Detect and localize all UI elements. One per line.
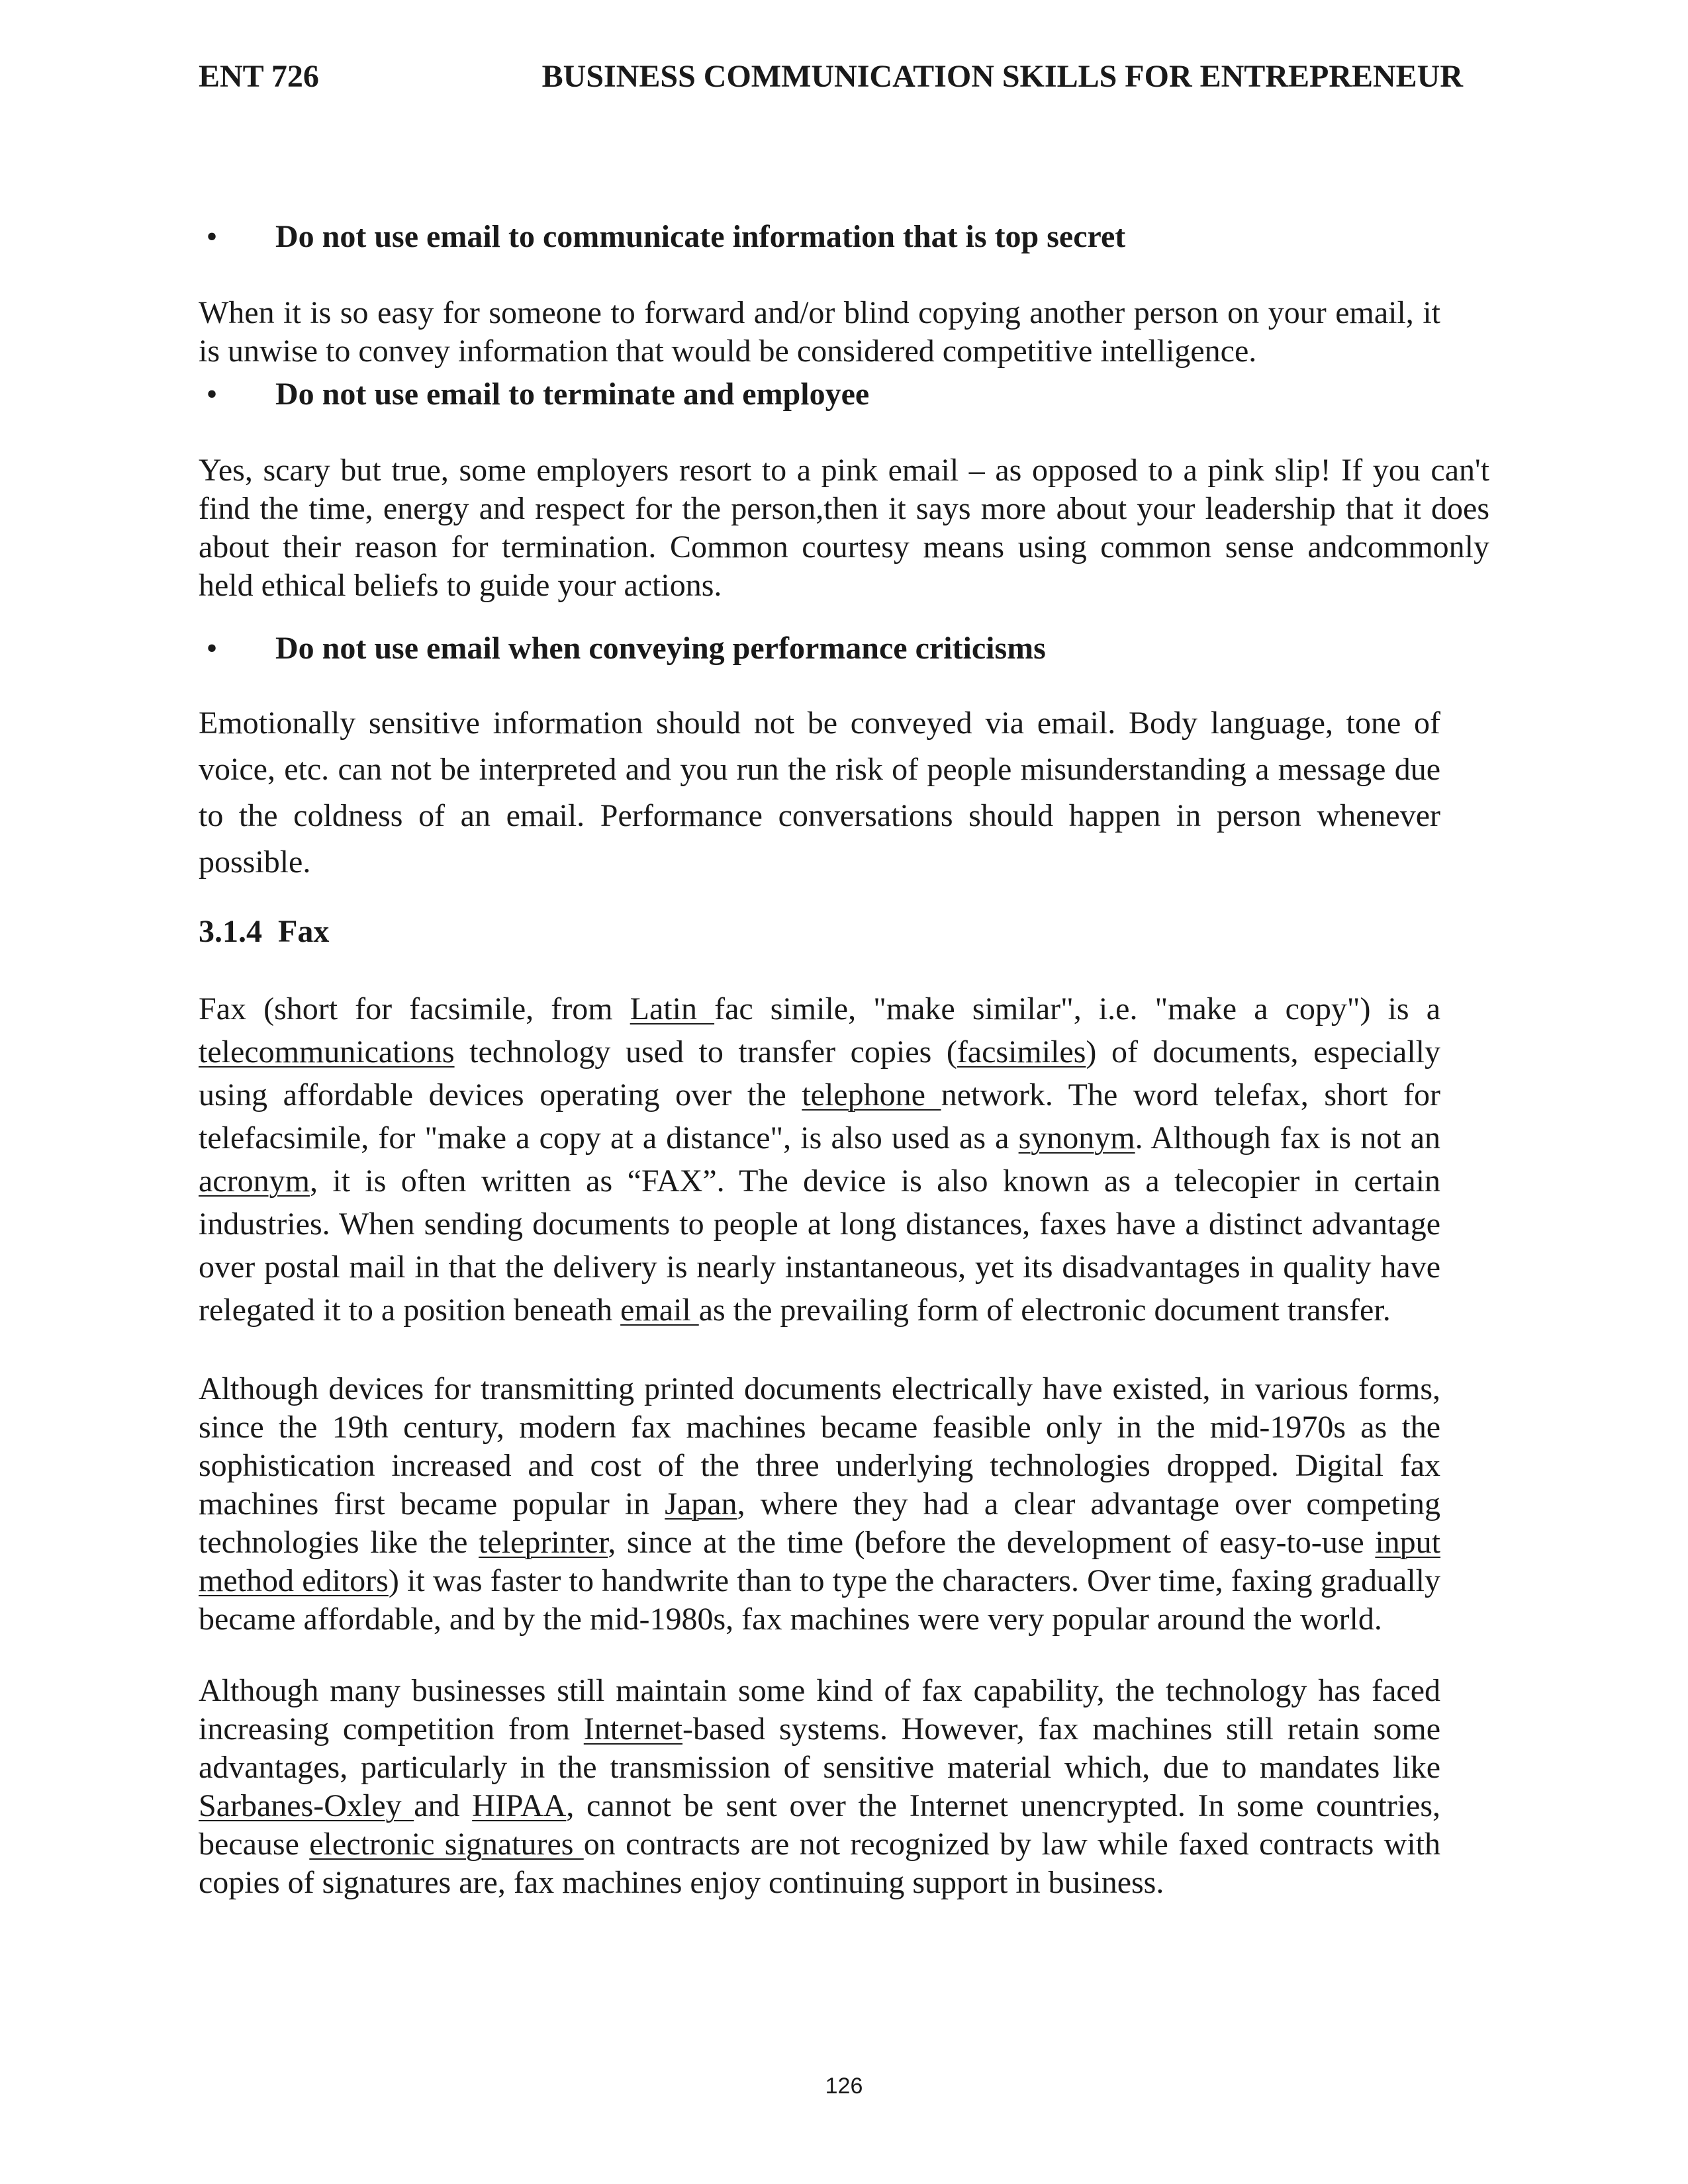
link-email[interactable]: email [620, 1293, 699, 1328]
bullet-text: Do not use email to communicate information that is top secret [275, 219, 1126, 254]
link-teleprinter[interactable]: teleprinter [479, 1525, 608, 1560]
text-run: as the prevailing form of electronic document transfer. [698, 1293, 1391, 1328]
text-run: -based systems. However, fax machines still retain some advantages, particularly in the transmission of sensitive material which, due to mandates like [199, 1711, 1441, 1785]
bullet-point: • [206, 377, 218, 412]
link-hipaa[interactable]: HIPAA [472, 1788, 567, 1823]
bullet-terminate [199, 375, 1440, 414]
text-run: network. The word telefax, short for telefacsimile, for "make a copy at a distance", is also used as a [199, 1077, 1440, 1156]
text-run: and [414, 1788, 473, 1823]
section-title: Fax [278, 914, 330, 949]
bullet-performance [199, 629, 1440, 668]
text-run: . Although fax is not an [1135, 1120, 1440, 1156]
link-synonym[interactable]: synonym [1018, 1120, 1135, 1156]
link-electronic-signatures[interactable]: electronic signatures [309, 1827, 584, 1862]
paragraph-emotional: Emotionally sensitive information should not be conveyed via email. Body language, tone of voice, etc. can not be interpreted and you run the risk of people misunderstanding a message due to the coldness of an email. Performance conversations should happen in person whenever possible. [199, 705, 1440, 880]
text-run: Although devices for transmitting printed documents electrically have existed, in various forms, since the 19th century, modern fax machines became feasible only in the mid-1970s as the sophistication increased and cost of the three underlying technologies dropped. Digital fax machines first became popular in [199, 1371, 1440, 1522]
paragraph-forwarding: When it is so easy for someone to forward and/or blind copying another person on your email, it is unwise to convey information that would be considered competitive intelligence. [199, 295, 1440, 369]
text-run: , it is often written as “FAX”. The device is also known as a telecopier in certain industries. When sending documents to people at long distances, faxes have a distinct advantage over postal mail in that the delivery is nearly instantaneous, yet its disadvantages in quality have relegated it to a position beneath [199, 1163, 1440, 1328]
link-telecommunications[interactable]: telecommunications [199, 1034, 455, 1069]
text-run: , since at the time (before the development of easy-to-use [608, 1525, 1376, 1560]
bullet-point: • [206, 631, 218, 666]
link-facsimiles[interactable]: facsimiles [957, 1034, 1086, 1069]
link-telephone[interactable]: telephone [802, 1077, 941, 1113]
link-sarbanes-oxley[interactable]: Sarbanes-Oxley [199, 1788, 414, 1823]
link-latin[interactable]: Latin [630, 991, 715, 1026]
paragraph-fax-history [199, 1370, 1440, 1639]
text-run: , where they had a clear advantage over competing technologies like the [199, 1486, 1441, 1560]
page-content [199, 217, 1489, 1902]
text-run: Although many businesses still maintain some kind of fax capability, the technology has faced increasing competition from [199, 1673, 1440, 1747]
paragraph-fax-definition [199, 987, 1440, 1332]
paragraph-pink-email: Yes, scary but true, some employers resort to a pink email – as opposed to a pink slip! If you can't find the time, energy and respect for the person,then it says more about your leadership that it does about their reason for termination. Common courtesy means using common sense andcommonly held ethical beliefs to guide your actions. [199, 453, 1489, 603]
text-run: fac simile, "make similar", i.e. "make a copy") is a [714, 991, 1441, 1026]
header-course-code: ENT 726 [199, 59, 319, 94]
bullet-text: Do not use email when conveying performance criticisms [275, 631, 1046, 666]
paragraph-fax-competition [199, 1672, 1440, 1902]
text-run: ) of documents, especially using affordable devices operating over the [199, 1034, 1440, 1113]
bullet-text: Do not use email to terminate and employee [275, 377, 870, 412]
text-run: technology used to transfer copies ( [454, 1034, 957, 1069]
text-run: ) it was faster to handwrite than to type the characters. Over time, faxing gradually became affordable, and by the mid-1980s, fax machines were very popular around the world. [199, 1563, 1440, 1637]
link-internet[interactable]: Internet [583, 1711, 683, 1747]
link-input-method-editors[interactable]: input method editors [199, 1525, 1441, 1598]
text-run: , cannot be sent over the Internet unencrypted. In some countries, because [199, 1788, 1441, 1862]
text-run: Fax (short for facsimile, from [199, 991, 630, 1026]
header-course-title: BUSINESS COMMUNICATION SKILLS FOR ENTREPRENEUR [541, 59, 1463, 94]
section-number: 3.1.4 [199, 914, 262, 949]
bullet-point: • [206, 219, 218, 254]
page-number: 126 [825, 2073, 863, 2099]
link-japan[interactable]: Japan [665, 1486, 737, 1522]
section-heading [199, 912, 1440, 952]
link-acronym[interactable]: acronym [199, 1163, 310, 1199]
bullet-top-secret [199, 217, 1440, 257]
text-run: on contracts are not recognized by law while faxed contracts with copies of signatures are, fax machines enjoy continuing support in business. [199, 1827, 1440, 1900]
